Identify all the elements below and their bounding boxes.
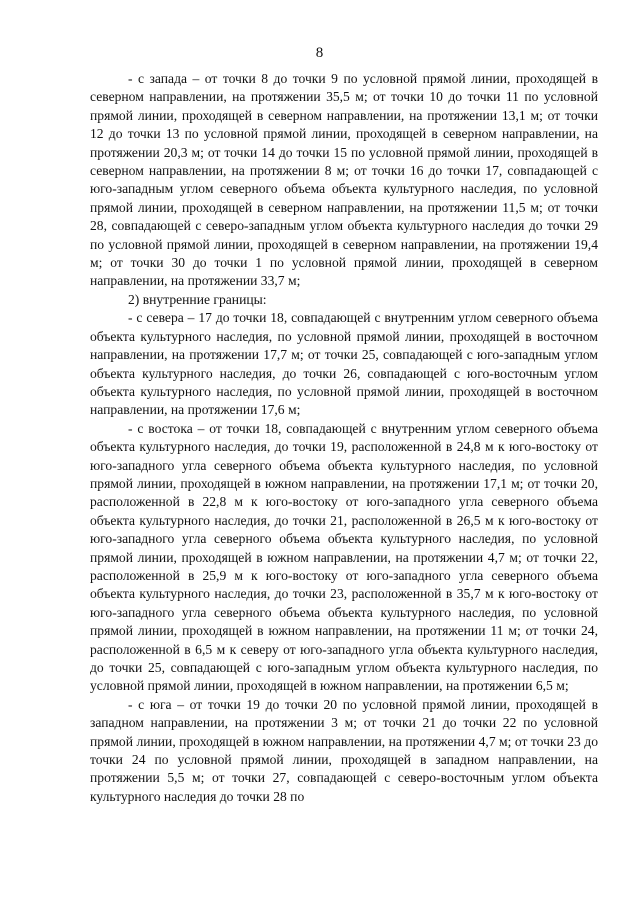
document-body (90, 70, 598, 806)
paragraph-west-boundary: - с запада – от точки 8 до точки 9 по условной прямой линии, проходящей в северном направлении, на протяжении 35,5 м; от точки 10 до точки 11 по условной прямой линии, проходящей в северном направлении, на протяжении 13,1 м; от точки 12 до точки 13 по условной прямой линии, проходящей в северном направлении, на протяжении 20,3 м; от точки 14 до точки 15 по условной прямой линии, проходящей в северном направлении, на протяжении 8 м; от точки 16 до точки 17, совпадающей с юго-западным углом северного объема объекта культурного наследия, по условной прямой линии, проходящей в северном направлении, на протяжении 11,5 м; от точки 28, совпадающей с северо-западным углом объекта культурного наследия до точки 29 по условной прямой линии, проходящей в северном направлении, на протяжении 19,4 м; от точки 30 до точки 1 по условной прямой линии, проходящей в северном направлении, на протяжении 33,7 м; (90, 71, 598, 289)
paragraph-east-inner-boundary: - с востока – от точки 18, совпадающей с внутренним углом северного объема объекта культурного наследия, до точки 19, расположенной в 24,8 м к юго-востоку от юго-западного угла северного объема объекта культурного наследия, по условной прямой линии, проходящей в южном направлении, на протяжении 17,1 м; от точки 20, расположенной в 22,8 м к юго-востоку от юго-западного угла северного объема объекта культурного наследия, до точки 21, расположенной в 26,5 м к юго-востоку от юго-западного угла северного объема объекта культурного наследия, по условной прямой линии, проходящей в южном направлении, на протяжении 4,7 м; от точки 22, расположенной в 25,9 м к юго-востоку от юго-западного угла северного объема объекта культурного наследия, до точки 23, расположенной в 35,7 м к юго-востоку от юго-западного угла северного объема объекта культурного наследия, по условной прямой линии, проходящей в южном направлении, на протяжении 11 м; от точки 24, расположенной в 6,5 м к северу от юго-западного угла объекта культурного наследия, до точки 25, совпадающей с юго-западным углом объекта культурного наследия, по условной прямой линии, проходящей в южном направлении, на протяжении 6,5 м; (90, 420, 598, 694)
paragraph-inner-boundaries-heading: 2) внутренние границы: (128, 291, 267, 307)
paragraph-north-inner-boundary: - с севера – 17 до точки 18, совпадающей с внутренним углом северного объема объекта культурного наследия, по условной прямой линии, проходящей в восточном направлении, на протяжении 17,7 м; от точки 25, совпадающей с юго-западным углом объекта культурного наследия, до точки 26, совпадающей с юго-восточным углом объекта культурного наследия, по условной прямой линии, проходящей в восточном направлении, на протяжении 17,6 м; (90, 310, 598, 418)
page-number: 8 (315, 45, 324, 61)
paragraph-south-inner-boundary: - с юга – от точки 19 до точки 20 по условной прямой линии, проходящей в западном направлении, на протяжении 3 м; от точки 21 до точки 22 по условной прямой линии, проходящей в южном направлении, на протяжении 4,7 м; от точки 23 до точки 24 по условной прямой линии, проходящей в западном направлении, на протяжении 5,5 м; от точки 27, совпадающей с северо-восточным углом объекта культурного наследия до точки 28 по (90, 696, 598, 804)
